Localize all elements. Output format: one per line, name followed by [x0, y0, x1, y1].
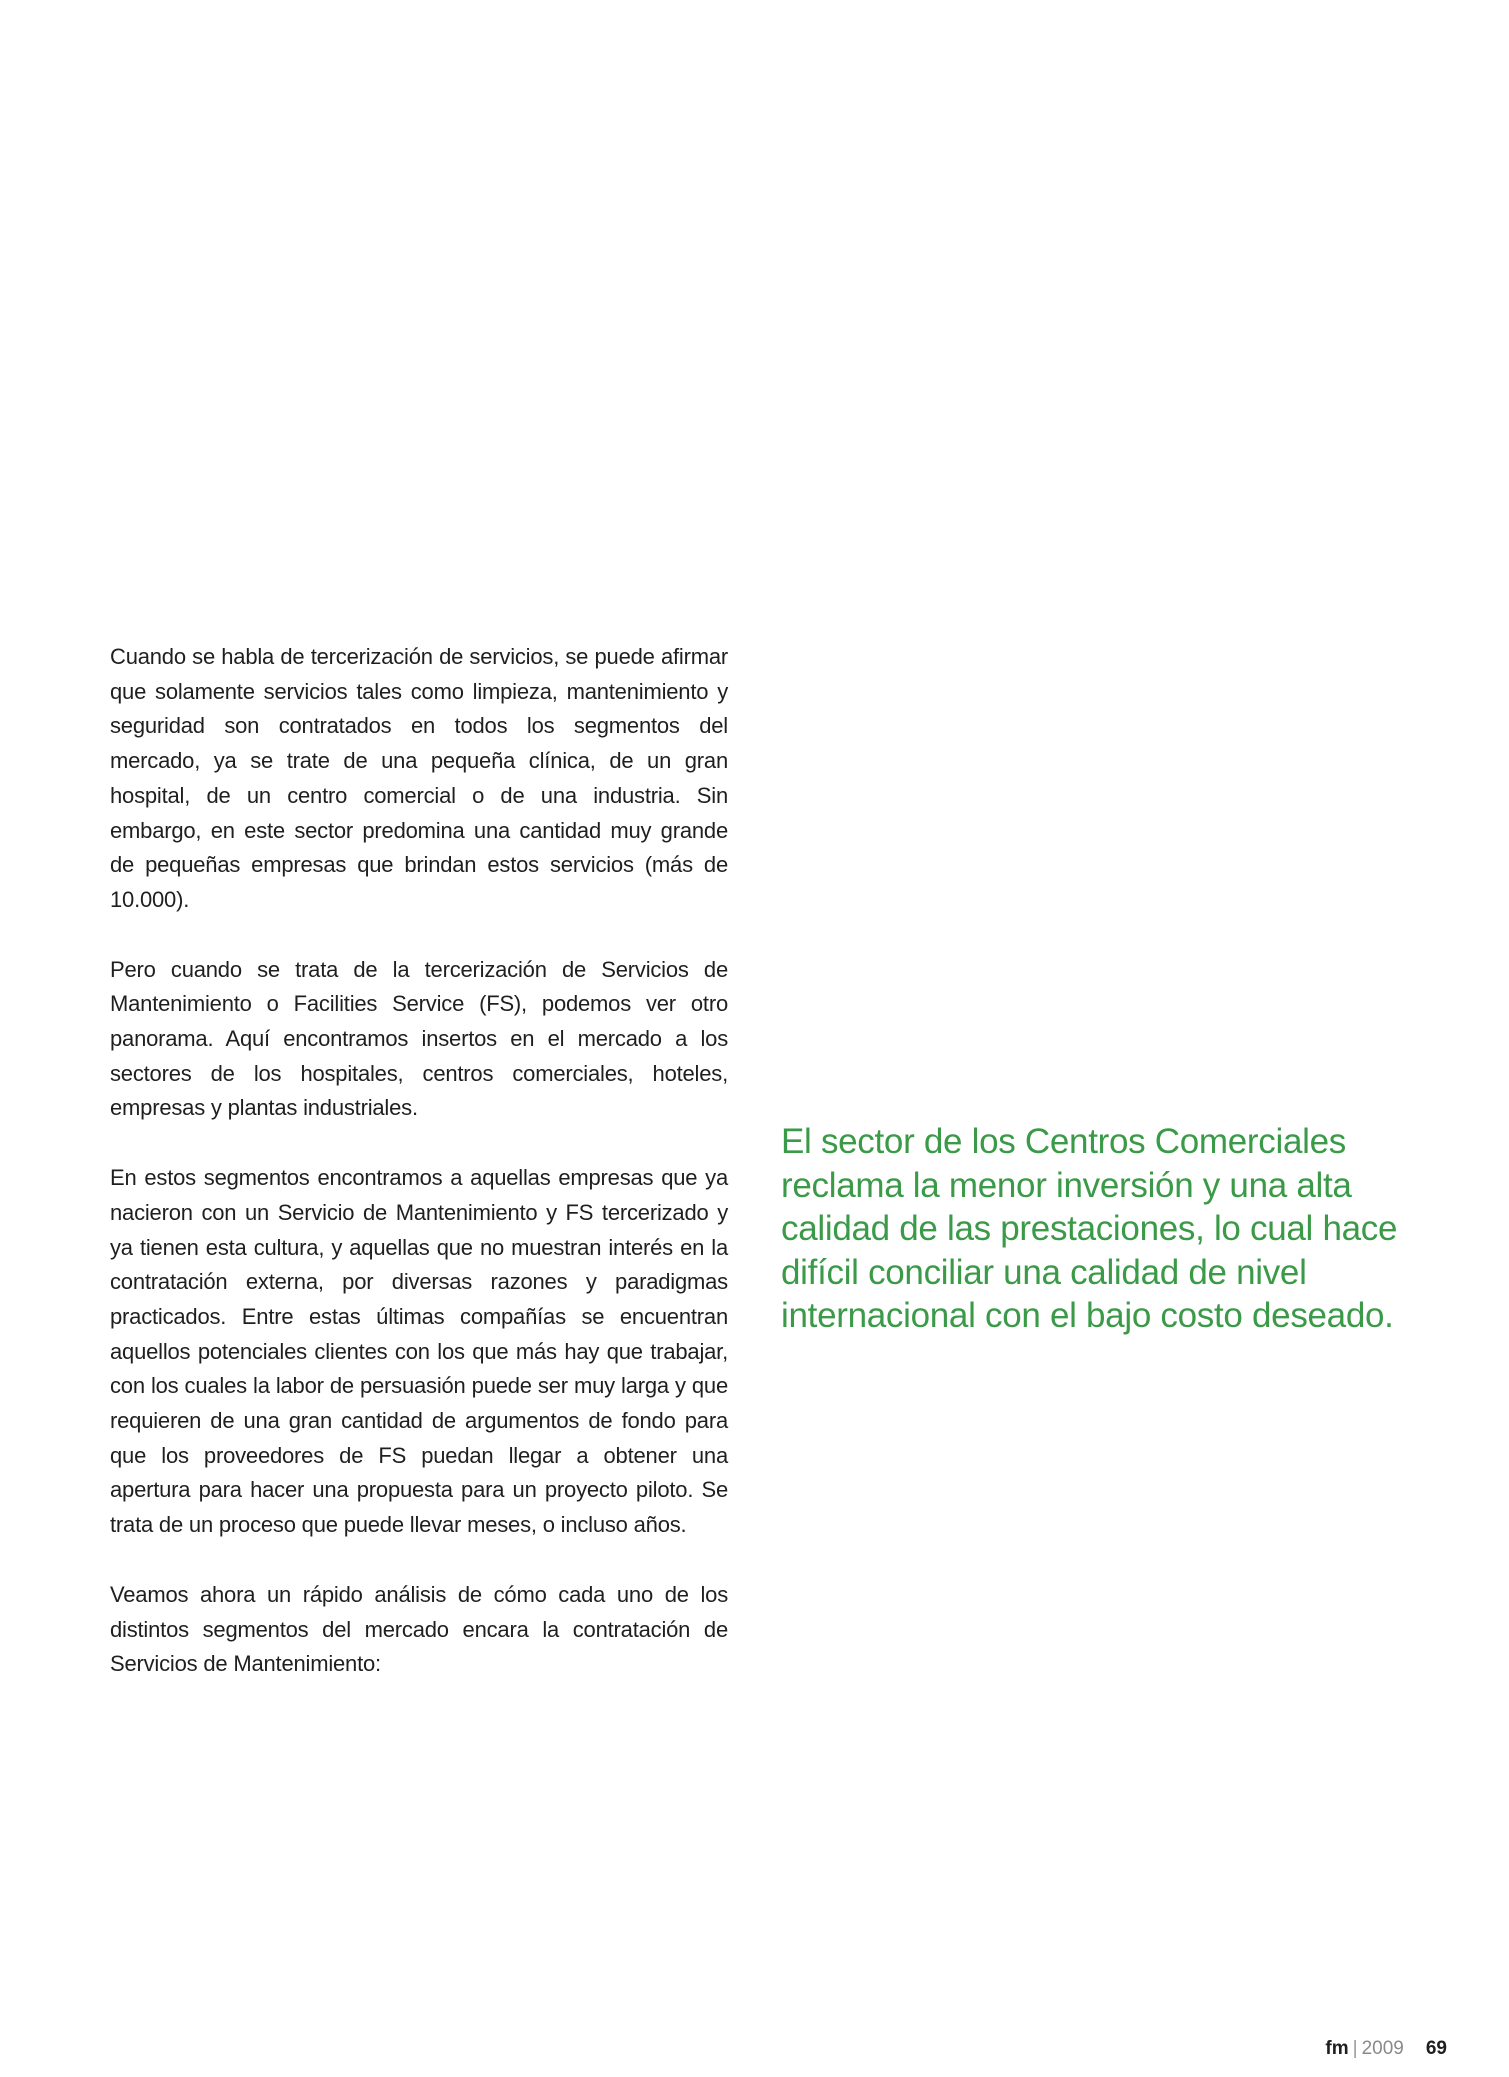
pull-quote: El sector de los Centros Comerciales reclama la menor inversión y una alta calidad de las prestaciones, lo cual hace difícil conciliar una calidad de nivel internacional con el bajo costo deseado. — [781, 1122, 1398, 1335]
article-body — [110, 640, 728, 1717]
article-paragraph-4: Veamos ahora un rápido análisis de cómo cada uno de los distintos segmentos del mercado encara la contratación de Servicios de Mantenimiento: — [110, 1581, 728, 1677]
article-paragraph-1: Cuando se habla de tercerización de servicios, se puede afirmar que solamente servicios tales como limpieza, mantenimiento y seguridad son contratados en todos los segmentos del mercado, ya se trate de una pequeña clínica, de un gran hospital, de un centro comercial o de una industria. Sin embargo, en este sector predomina una cantidad muy grande de pequeñas empresas que brindan estos servicios (más de 10.000). — [110, 644, 728, 912]
issue-year: 2009 — [1361, 2038, 1404, 2059]
page-number: 69 — [1425, 2038, 1447, 2059]
page-footer — [1325, 2038, 1447, 2060]
footer-separator: | — [1352, 2038, 1358, 2059]
article-paragraph-3: En estos segmentos encontramos a aquellas empresas que ya nacieron con un Servicio de Mantenimiento y FS tercerizado y ya tienen esta cultura, y aquellas que no muestran interés en la contratación externa, por diversas razones y paradigmas practicados. Entre estas últimas compañías se encuentran aquellos potenciales clientes con los que más hay que trabajar, con los cuales la labor de persuasión puede ser muy larga y que requieren de una gran cantidad de argumentos de fondo para que los proveedores de FS puedan llegar a obtener una apertura para hacer una propuesta para un proyecto piloto. Se trata de un proceso que puede llevar meses, o incluso años. — [110, 1165, 728, 1538]
article-paragraph-2: Pero cuando se trata de la tercerización de Servicios de Mantenimiento o Facilities Service (FS), podemos ver otro panorama. Aquí encontramos insertos en el mercado a los sectores de los hospitales, centros comerciales, hoteles, empresas y plantas industriales. — [110, 956, 728, 1121]
magazine-brand: fm — [1325, 2038, 1349, 2059]
